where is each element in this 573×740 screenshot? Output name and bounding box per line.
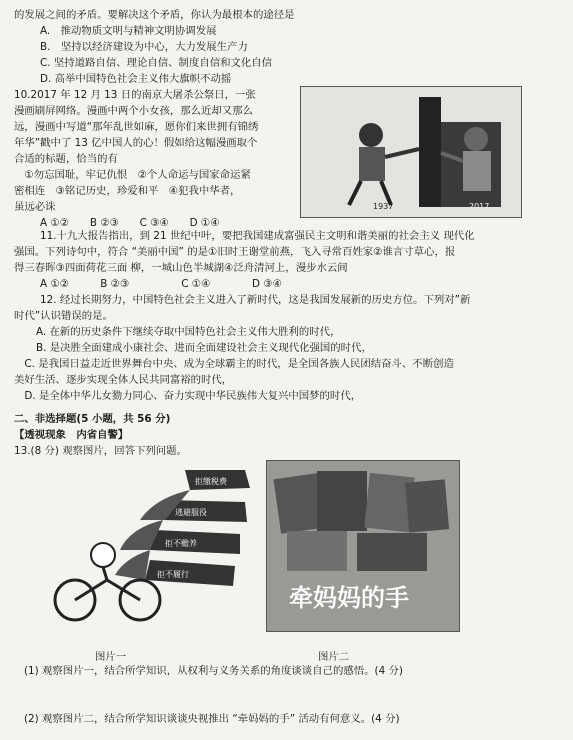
option-a: A. 推动物质文明与精神文明协调发展 (40, 25, 217, 37)
fig1-label-4: 拒不履行 (157, 570, 189, 579)
figure-2-caption: 图片二 (318, 651, 350, 663)
q10-line-5: 合适的标题，恰当的有 (14, 153, 118, 165)
q11-line-1: 11.十九大报告指出，到 21 世纪中叶，要把我国建成富强民主文明和谐美丽的社会主义 现代化 (40, 230, 475, 242)
q10-choices: A ①② B ②③ C ③④ D ①④ (40, 217, 220, 229)
q10-line-7: 密相连 ③铭记历史，珍爱和平 ④犯我中华者， (14, 185, 241, 197)
q12-line-1: 12. 经过长期努力，中国特色社会主义进入了新时代，这是我国发展新的历史方位。下列对”新 (40, 294, 471, 306)
q12-option-d: D. 是全体中华儿女勠力同心、奋力实现中华民族伟大复兴中国梦的时代， (14, 390, 362, 402)
section-title: 二、非选择题(5 小题，共 56 分) (14, 413, 171, 425)
cartoon-year-right: 2017 (469, 202, 490, 211)
figure-2-drawing (267, 461, 459, 631)
q10-line-3: 远，漫画中写道“那年乱世如麻，愿你们来世拥有锦绣 (14, 121, 259, 133)
cartoon-drawing (301, 87, 521, 217)
q10-line-4: 年华”戳中了 13 亿中国人的心！假如给这幅漫画取个 (14, 137, 258, 149)
section-subtitle: 【透视现象 内省自警】 (14, 429, 129, 441)
q13-prompt: 13.(8 分) 观察图片，回答下列问题。 (14, 445, 187, 457)
figure-2-photo (266, 460, 460, 632)
q11-line-2: 强国。下列诗句中，符合 “美丽中国” 的是①旧时王谢堂前燕，飞入寻常百姓家②谁言寸草心，报 (14, 246, 456, 258)
q10-line-1: 10.2017 年 12 月 13 日的南京大屠杀公祭日，一张 (14, 89, 256, 101)
q10-cartoon-image (300, 86, 522, 218)
question-intro: 的发展之间的矛盾。要解决这个矛盾，你认为最根本的途径是 (14, 9, 295, 21)
q12-option-a: A. 在新的历史条件下继续夺取中国特色社会主义伟大胜利的时代， (36, 326, 341, 338)
figure-2-title: 牵妈妈的手 (289, 583, 409, 612)
figure-1-drawing (45, 460, 255, 630)
figure-1-cartoon (45, 460, 255, 630)
q11-choices: A ①② B ②③ C ①④ D ③④ (40, 278, 282, 290)
option-b: B. 坚持以经济建设为中心，大力发展生产力 (40, 41, 248, 53)
fig1-label-2: 逃避服役 (175, 508, 207, 517)
q13-subquestion-2: (2) 观察图片二，结合所学知识谈谈央视推出 “牵妈妈的手” 活动有何意义。(4 分) (24, 713, 400, 725)
q12-option-c-1: C. 是我国日益走近世界舞台中央、成为全球霸主的时代，是全国各族人民团结奋斗、不断创造 (14, 358, 454, 370)
q10-line-6: ①勿忘国耻，牢记仇恨 ②个人命运与国家命运紧 (14, 169, 251, 181)
q12-option-c-2: 美好生活、逐步实现全体人民共同富裕的时代， (14, 374, 233, 386)
q10-line-8: 虽远必诛 (14, 201, 56, 213)
figure-1-caption: 图片一 (95, 651, 127, 663)
option-c: C. 坚持道路自信、理论自信、制度自信和文化自信 (40, 57, 273, 69)
q11-line-3: 得三春晖③四面荷花三面 柳，一城山色半城湖④泛舟清河上，漫步水云间 (14, 262, 348, 274)
q10-line-2: 漫画刷屏网络。漫画中两个小女孩，那么近却又那么 (14, 105, 253, 117)
cartoon-year-left: 1937 (373, 202, 394, 211)
fig1-label-3: 拒不赡养 (165, 539, 197, 548)
q13-subquestion-1: (1) 观察图片一，结合所学知识，从权利与义务关系的角度谈谈自己的感悟。(4 分) (24, 665, 403, 677)
q12-line-2: 时代”认识错误的是。 (14, 310, 113, 322)
option-d: D. 高举中国特色社会主义伟大旗帜不动摇 (40, 73, 232, 85)
fig1-label-1: 拒缴税费 (195, 477, 227, 486)
q12-option-b: B. 是决胜全面建成小康社会、进而全面建设社会主义现代化强国的时代， (36, 342, 372, 354)
